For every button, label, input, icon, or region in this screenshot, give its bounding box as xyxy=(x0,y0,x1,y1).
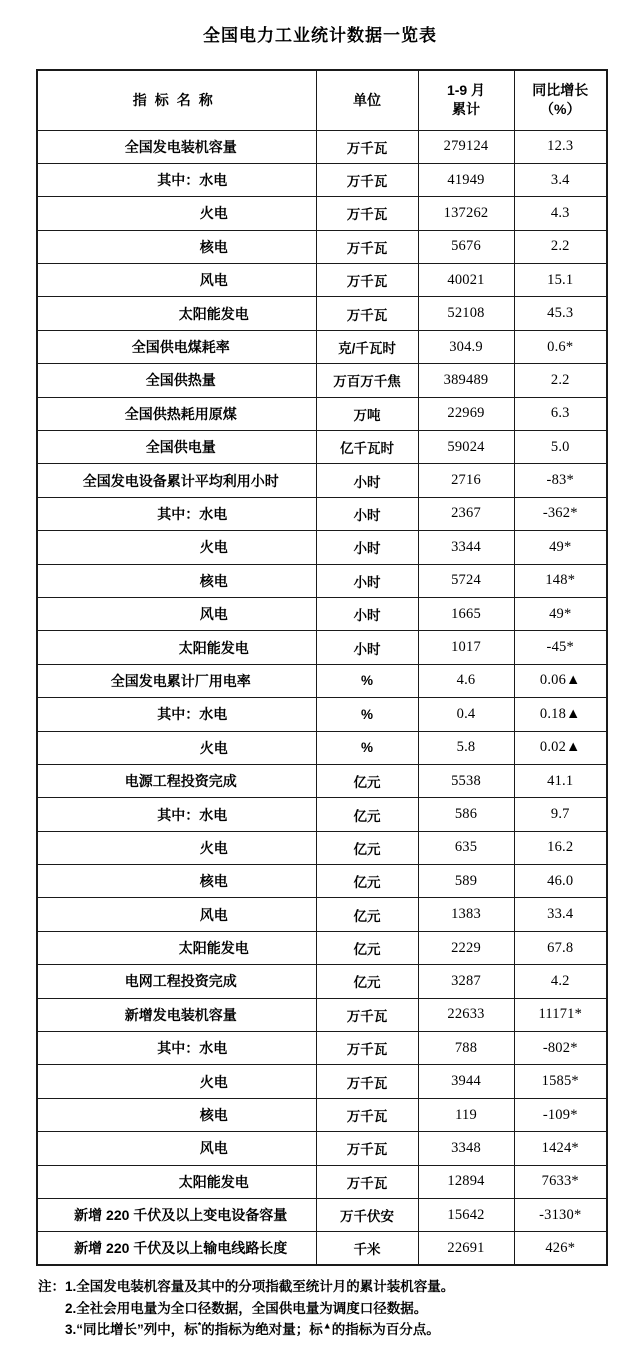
header-period-line1: 1-9 月 xyxy=(446,82,486,99)
unit-cell: 千米 xyxy=(316,1232,418,1265)
unit-cell: 小时 xyxy=(316,564,418,597)
growth-cell: 11171* xyxy=(514,998,607,1031)
indicator-cell: 火电 xyxy=(37,197,316,230)
table-row xyxy=(37,731,607,764)
table-row xyxy=(37,1232,607,1265)
table-row xyxy=(37,764,607,797)
unit-cell: % xyxy=(316,731,418,764)
unit-cell: 万千伏安 xyxy=(316,1199,418,1232)
value-cell: 389489 xyxy=(418,364,514,397)
stats-table xyxy=(36,69,608,1266)
growth-cell: 67.8 xyxy=(514,931,607,964)
indicator-cell: 电网工程投资完成 xyxy=(37,965,316,998)
table-row xyxy=(37,965,607,998)
table-body xyxy=(37,130,607,1265)
value-cell: 5676 xyxy=(418,230,514,263)
value-cell: 586 xyxy=(418,798,514,831)
growth-cell: 1585* xyxy=(514,1065,607,1098)
growth-cell: 12.3 xyxy=(514,130,607,163)
indicator-cell: 核电 xyxy=(37,230,316,263)
indicator-cell: 太阳能发电 xyxy=(37,1165,316,1198)
table-row xyxy=(37,464,607,497)
value-cell: 137262 xyxy=(418,197,514,230)
value-cell: 3944 xyxy=(418,1065,514,1098)
unit-cell: 亿元 xyxy=(316,898,418,931)
value-cell: 4.6 xyxy=(418,664,514,697)
growth-cell: -83* xyxy=(514,464,607,497)
value-cell: 2229 xyxy=(418,931,514,964)
unit-cell: 万千瓦 xyxy=(316,230,418,263)
growth-cell: 3.4 xyxy=(514,163,607,196)
table-row xyxy=(37,297,607,330)
unit-cell: 小时 xyxy=(316,631,418,664)
unit-cell: 万千瓦 xyxy=(316,1132,418,1165)
indicator-cell: 电源工程投资完成 xyxy=(37,764,316,797)
growth-cell: 148* xyxy=(514,564,607,597)
table-row xyxy=(37,698,607,731)
value-cell: 3344 xyxy=(418,531,514,564)
value-cell: 304.9 xyxy=(418,330,514,363)
value-cell: 1017 xyxy=(418,631,514,664)
value-cell: 22691 xyxy=(418,1232,514,1265)
growth-cell: -802* xyxy=(514,1032,607,1065)
table-row xyxy=(37,1165,607,1198)
indicator-cell: 全国发电累计厂用电率 xyxy=(37,664,316,697)
note-line xyxy=(38,1319,618,1341)
value-cell: 12894 xyxy=(418,1165,514,1198)
header-growth-line1: 同比增长 xyxy=(532,82,589,99)
growth-cell: 6.3 xyxy=(514,397,607,430)
indicator-cell: 核电 xyxy=(37,1098,316,1131)
unit-cell: 万千瓦 xyxy=(316,264,418,297)
table-row xyxy=(37,330,607,363)
table-row xyxy=(37,1065,607,1098)
unit-cell: 小时 xyxy=(316,531,418,564)
table-row xyxy=(37,564,607,597)
growth-cell: -45* xyxy=(514,631,607,664)
table-row xyxy=(37,798,607,831)
table-row xyxy=(37,130,607,163)
indicator-cell: 全国供电煤耗率 xyxy=(37,330,316,363)
unit-cell: 万千瓦 xyxy=(316,197,418,230)
growth-cell: 46.0 xyxy=(514,865,607,898)
unit-cell: 亿元 xyxy=(316,865,418,898)
growth-cell: -109* xyxy=(514,1098,607,1131)
value-cell: 0.4 xyxy=(418,698,514,731)
header-growth xyxy=(514,70,607,130)
indicator-cell: 全国供热量 xyxy=(37,364,316,397)
value-cell: 15642 xyxy=(418,1199,514,1232)
value-cell: 22969 xyxy=(418,397,514,430)
note-text: 的指标为百分点。 xyxy=(331,1322,440,1338)
note-text: 的指标为绝对量；标 xyxy=(201,1322,323,1338)
table-row xyxy=(37,531,607,564)
indicator-cell: 火电 xyxy=(37,831,316,864)
unit-cell: 小时 xyxy=(316,497,418,530)
note-line xyxy=(38,1276,618,1298)
page-title: 全国电力工业统计数据一览表 xyxy=(203,26,437,45)
indicator-cell: 其中：水电 xyxy=(37,698,316,731)
growth-cell: 0.18▲ xyxy=(514,698,607,731)
indicator-cell: 新增 220 千伏及以上输电线路长度 xyxy=(37,1232,316,1265)
unit-cell: 小时 xyxy=(316,464,418,497)
value-cell: 119 xyxy=(418,1098,514,1131)
growth-cell: 49* xyxy=(514,531,607,564)
growth-cell: 2.2 xyxy=(514,230,607,263)
indicator-cell: 新增 220 千伏及以上变电设备容量 xyxy=(37,1199,316,1232)
header-row xyxy=(37,70,607,130)
value-cell: 788 xyxy=(418,1032,514,1065)
table-row xyxy=(37,364,607,397)
unit-cell: 亿元 xyxy=(316,931,418,964)
table-row xyxy=(37,898,607,931)
indicator-cell: 其中：水电 xyxy=(37,1032,316,1065)
indicator-cell: 全国供电量 xyxy=(37,431,316,464)
table-row xyxy=(37,831,607,864)
note-marker: * xyxy=(197,1320,202,1331)
value-cell: 1665 xyxy=(418,597,514,630)
growth-cell: 426* xyxy=(514,1232,607,1265)
unit-cell: % xyxy=(316,664,418,697)
indicator-cell: 风电 xyxy=(37,898,316,931)
value-cell: 589 xyxy=(418,865,514,898)
note-text: 1.全国发电装机容量及其中的分项指截至统计月的累计装机容量。 xyxy=(65,1279,455,1295)
value-cell: 1383 xyxy=(418,898,514,931)
growth-cell: 4.2 xyxy=(514,965,607,998)
growth-cell: 2.2 xyxy=(514,364,607,397)
unit-cell: 万千瓦 xyxy=(316,1032,418,1065)
value-cell: 279124 xyxy=(418,130,514,163)
growth-cell: 45.3 xyxy=(514,297,607,330)
unit-cell: 克/千瓦时 xyxy=(316,330,418,363)
unit-cell: 万千瓦 xyxy=(316,998,418,1031)
unit-cell: 万吨 xyxy=(316,397,418,430)
unit-cell: 万百万千焦 xyxy=(316,364,418,397)
value-cell: 22633 xyxy=(418,998,514,1031)
value-cell: 52108 xyxy=(418,297,514,330)
table-row xyxy=(37,431,607,464)
header-indicator: 指标名称 xyxy=(37,70,316,130)
table-row xyxy=(37,230,607,263)
growth-cell: -362* xyxy=(514,497,607,530)
unit-cell: 万千瓦 xyxy=(316,130,418,163)
notes-label: 注： xyxy=(38,1279,65,1295)
growth-cell: 15.1 xyxy=(514,264,607,297)
indicator-cell: 核电 xyxy=(37,564,316,597)
growth-cell: 41.1 xyxy=(514,764,607,797)
unit-cell: 亿元 xyxy=(316,764,418,797)
value-cell: 41949 xyxy=(418,163,514,196)
indicator-cell: 其中：水电 xyxy=(37,163,316,196)
growth-cell: -3130* xyxy=(514,1199,607,1232)
note-text: 3.“同比增长”列中，标 xyxy=(65,1322,198,1338)
growth-cell: 16.2 xyxy=(514,831,607,864)
table-row xyxy=(37,631,607,664)
value-cell: 2716 xyxy=(418,464,514,497)
table-row xyxy=(37,1098,607,1131)
unit-cell: 万千瓦 xyxy=(316,1065,418,1098)
unit-cell: 亿元 xyxy=(316,798,418,831)
unit-cell: 亿元 xyxy=(316,965,418,998)
table-row xyxy=(37,197,607,230)
value-cell: 3348 xyxy=(418,1132,514,1165)
growth-cell: 0.02▲ xyxy=(514,731,607,764)
growth-cell: 5.0 xyxy=(514,431,607,464)
table-row xyxy=(37,998,607,1031)
value-cell: 5538 xyxy=(418,764,514,797)
unit-cell: 小时 xyxy=(316,597,418,630)
value-cell: 5724 xyxy=(418,564,514,597)
value-cell: 40021 xyxy=(418,264,514,297)
indicator-cell: 其中：水电 xyxy=(37,497,316,530)
indicator-cell: 核电 xyxy=(37,865,316,898)
growth-cell: 1424* xyxy=(514,1132,607,1165)
indicator-cell: 太阳能发电 xyxy=(37,631,316,664)
unit-cell: 万千瓦 xyxy=(316,297,418,330)
table-row xyxy=(37,397,607,430)
indicator-cell: 全国发电设备累计平均利用小时 xyxy=(37,464,316,497)
indicator-cell: 火电 xyxy=(37,731,316,764)
table-row xyxy=(37,1032,607,1065)
unit-cell: 亿千瓦时 xyxy=(316,431,418,464)
unit-cell: % xyxy=(316,698,418,731)
indicator-cell: 火电 xyxy=(37,531,316,564)
note-line xyxy=(38,1298,618,1320)
indicator-cell: 新增发电装机容量 xyxy=(37,998,316,1031)
table-row xyxy=(37,497,607,530)
table-row xyxy=(37,664,607,697)
header-period xyxy=(418,70,514,130)
header-period-line2: 累计 xyxy=(452,101,480,118)
unit-cell: 万千瓦 xyxy=(316,163,418,196)
growth-cell: 4.3 xyxy=(514,197,607,230)
growth-cell: 9.7 xyxy=(514,798,607,831)
table-row xyxy=(37,1132,607,1165)
growth-cell: 49* xyxy=(514,597,607,630)
value-cell: 3287 xyxy=(418,965,514,998)
value-cell: 5.8 xyxy=(418,731,514,764)
growth-cell: 0.06▲ xyxy=(514,664,607,697)
indicator-cell: 火电 xyxy=(37,1065,316,1098)
value-cell: 59024 xyxy=(418,431,514,464)
note-text: 2.全社会用电量为全口径数据，全国供电量为调度口径数据。 xyxy=(65,1300,428,1316)
header-growth-line2: （%） xyxy=(540,101,581,118)
indicator-cell: 风电 xyxy=(37,597,316,630)
table-row xyxy=(37,1199,607,1232)
indicator-cell: 全国发电装机容量 xyxy=(37,130,316,163)
table-row xyxy=(37,264,607,297)
growth-cell: 0.6* xyxy=(514,330,607,363)
table-row xyxy=(37,865,607,898)
unit-cell: 万千瓦 xyxy=(316,1098,418,1131)
notes xyxy=(38,1276,618,1341)
indicator-cell: 其中：水电 xyxy=(37,798,316,831)
unit-cell: 万千瓦 xyxy=(316,1165,418,1198)
table-row xyxy=(37,931,607,964)
indicator-cell: 全国供热耗用原煤 xyxy=(37,397,316,430)
value-cell: 2367 xyxy=(418,497,514,530)
indicator-cell: 太阳能发电 xyxy=(37,297,316,330)
table-row xyxy=(37,163,607,196)
value-cell: 635 xyxy=(418,831,514,864)
indicator-cell: 太阳能发电 xyxy=(37,931,316,964)
growth-cell: 7633* xyxy=(514,1165,607,1198)
indicator-cell: 风电 xyxy=(37,264,316,297)
header-unit: 单位 xyxy=(316,70,418,130)
table-header xyxy=(37,70,607,130)
table-row xyxy=(37,597,607,630)
note-marker: ▲ xyxy=(322,1320,332,1331)
unit-cell: 亿元 xyxy=(316,831,418,864)
growth-cell: 33.4 xyxy=(514,898,607,931)
indicator-cell: 风电 xyxy=(37,1132,316,1165)
